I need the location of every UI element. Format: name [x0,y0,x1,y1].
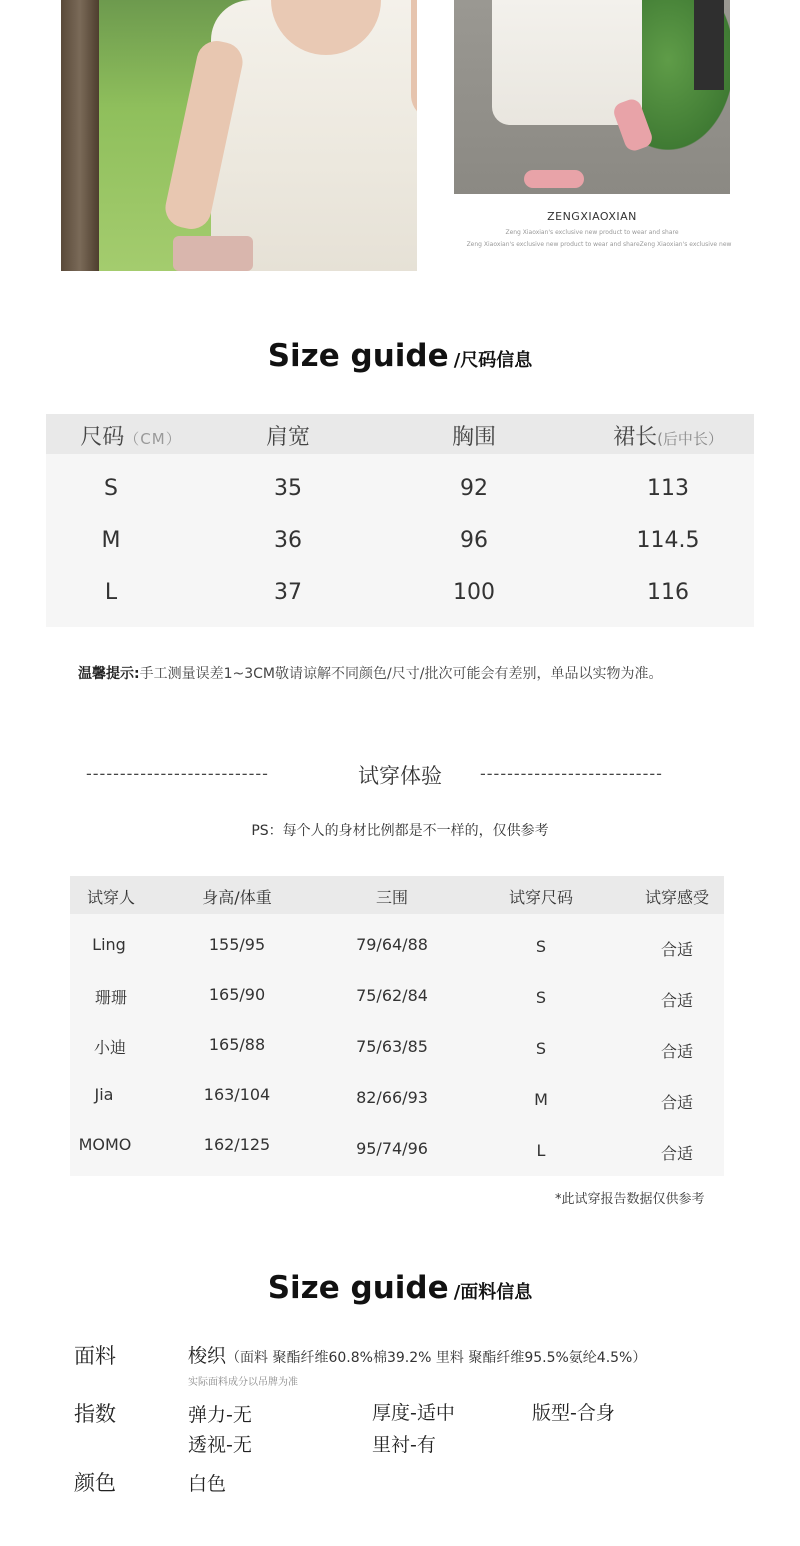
cell-person: MOMO [78,1135,132,1154]
cell-measurements: 75/63/85 [356,1037,428,1056]
cell-shoulder: 36 [274,528,302,553]
col-length-label: 裙长 [613,425,658,450]
fabric-type: 梭织 [188,1345,227,1367]
transparency-value: 透视-无 [188,1434,252,1456]
brand-tagline-2: Zeng Xiaoxian's exclusive new product to wear and shareZeng Xiaoxian's exclusive new [466,241,732,248]
cell-height-weight: 163/104 [203,1085,271,1104]
index-label: 指数 [74,1402,116,1426]
cell-height-weight: 162/125 [203,1135,271,1154]
cell-height-weight: 155/95 [208,935,266,954]
try-on-title: 试穿体验 [358,764,442,788]
col-size-label: 尺码 [80,425,125,450]
col-try-size: 试穿尺码 [508,888,574,907]
table-row [46,580,754,620]
cell-person: 小迪 [93,1038,127,1057]
cell-feel: 合适 [660,1042,694,1061]
fabric-guide-title [0,1270,800,1306]
col-length [613,420,723,451]
col-bust: 胸围 [451,425,497,450]
size-table [46,414,754,627]
table-row [46,476,754,516]
col-length-note: (后中长） [657,430,723,448]
fabric-composition: （面料 聚酯纤维60.8%棉39.2% 里料 聚酯纤维95.5%氨纶4.5%） [226,1350,647,1366]
size-guide-subheading: /尺码信息 [453,350,533,371]
cell-try-size: S [535,988,547,1007]
tip-label: 温馨提示: [78,666,140,682]
size-guide-title [0,338,800,374]
col-size [80,420,181,451]
col-feel: 试穿感受 [644,888,710,907]
col-height-weight: 身高/体重 [202,888,272,907]
measurement-tip [78,663,662,683]
col-shoulder: 肩宽 [265,425,311,450]
fabric-guide-heading: Size guide [267,1270,449,1306]
cell-bust: 96 [460,528,488,553]
try-on-note: *此试穿报告数据仅供参考 [555,1192,705,1207]
cell-person: Ling [92,935,126,954]
col-size-unit: （CM） [124,430,182,448]
cell-height-weight: 165/90 [208,985,266,1004]
cell-bust: 100 [453,580,495,605]
cell-length: 113 [647,476,689,501]
brand-tagline: Zeng Xiaoxian's exclusive new product to wear and share [505,229,679,236]
divider-left: --------------------------- [86,764,269,783]
cell-shoulder: 35 [274,476,302,501]
color-label: 颜色 [74,1471,116,1495]
cell-try-size: M [534,1090,548,1109]
divider-right: --------------------------- [480,764,663,783]
cell-feel: 合适 [660,1144,694,1163]
col-person: 试穿人 [86,888,136,907]
fabric-label: 面料 [74,1344,116,1368]
cell-try-size: S [535,937,547,956]
product-photo-left [61,0,417,271]
cell-person: Jia [94,1085,114,1104]
cell-length: 114.5 [636,528,700,553]
cell-person: 珊珊 [94,988,128,1007]
color-value: 白色 [188,1473,227,1495]
fabric-guide-subheading: /面料信息 [453,1282,533,1303]
cell-feel: 合适 [660,940,694,959]
cell-bust: 92 [460,476,488,501]
try-on-table [70,876,724,1176]
elasticity-value: 弹力-无 [188,1404,252,1426]
cell-height-weight: 165/88 [208,1035,266,1054]
brand-name: ZENGXIAOXIAN [547,210,637,223]
lining-value: 里衬-有 [372,1434,436,1456]
tip-text: 手工测量误差1~3CM敬请谅解不同颜色/尺寸/批次可能会有差别，单品以实物为准。 [139,666,663,682]
cell-try-size: L [536,1141,546,1160]
cell-measurements: 82/66/93 [356,1088,428,1107]
fit-value: 版型-合身 [532,1402,615,1424]
cell-size: L [104,580,118,605]
fabric-note: 实际面料成分以吊牌为准 [188,1377,298,1388]
cell-length: 116 [647,580,689,605]
cell-size: M [101,528,121,553]
cell-feel: 合适 [660,1093,694,1112]
table-row [46,528,754,568]
cell-feel: 合适 [660,991,694,1010]
try-on-header [70,876,724,914]
cell-size: S [104,476,118,501]
cell-measurements: 95/74/96 [356,1139,428,1158]
product-photo-right [454,0,730,194]
cell-measurements: 75/62/84 [356,986,428,1005]
thickness-value: 厚度-适中 [372,1402,455,1424]
size-guide-heading: Size guide [267,338,449,374]
cell-measurements: 79/64/88 [356,935,428,954]
cell-shoulder: 37 [274,580,302,605]
col-measurements: 三围 [375,888,409,907]
fabric-value [188,1341,646,1368]
size-table-header [46,414,754,454]
cell-try-size: S [535,1039,547,1058]
try-on-ps: PS：每个人的身材比例都是不一样的，仅供参考 [251,823,549,839]
